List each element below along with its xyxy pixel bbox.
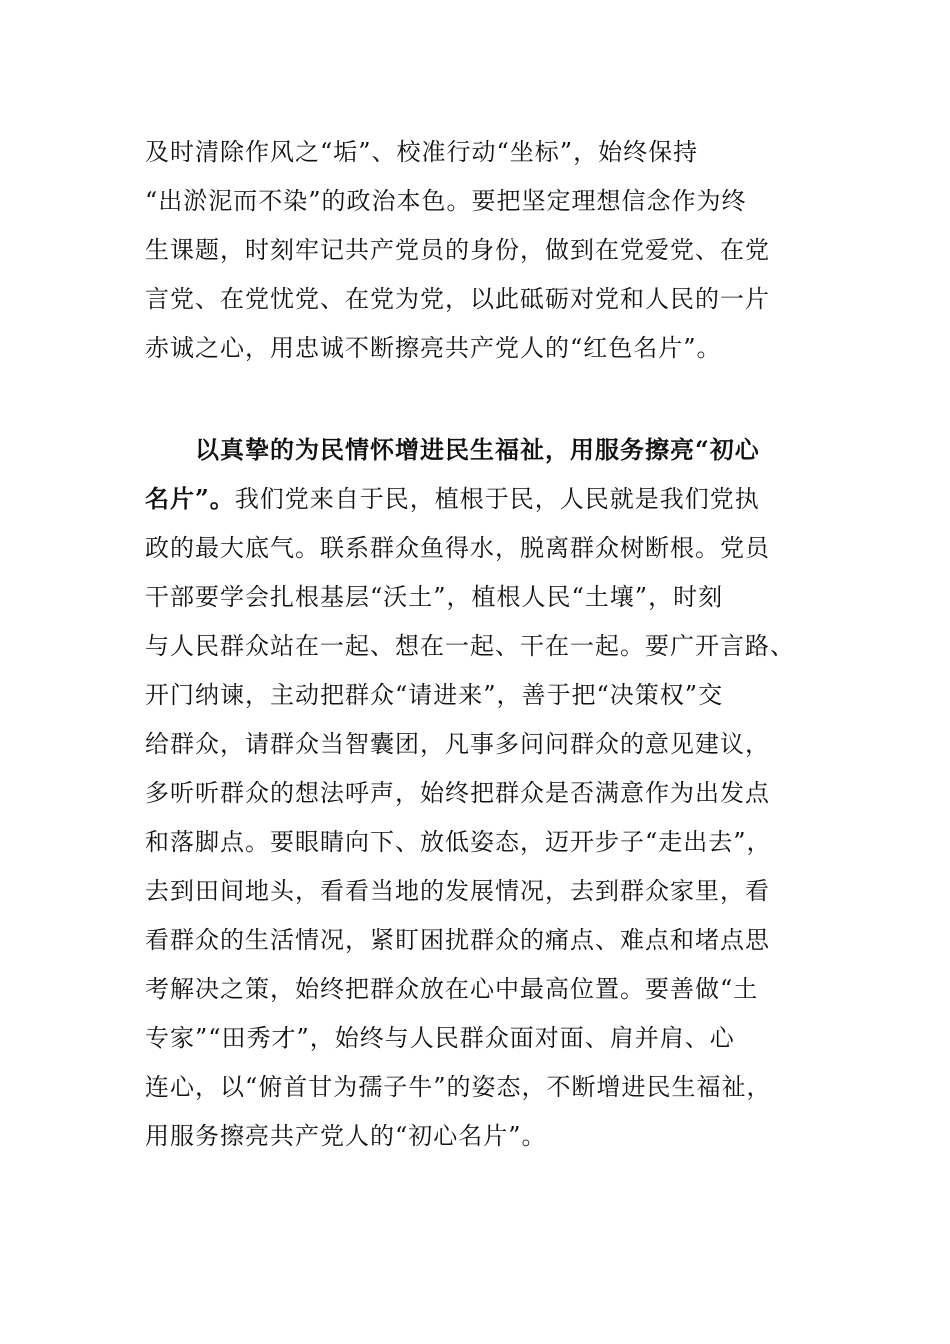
paragraph-1: [145, 137, 810, 377]
paragraph-2-line-14: 连心，以“俯首甘为孺子牛”的姿态，不断增进民生福祉，: [145, 1073, 772, 1101]
paragraph-1-line-4: 言党、在党忧党、在党为党，以此砥砺对党和人民的一片: [145, 285, 770, 313]
paragraph-2-heading: 以真挚的为民情怀增进民生福祉，用服务擦亮“初心: [195, 435, 760, 464]
paragraph-2-line-6: 开门纳谏，主动把群众“请进来”，善于把“决策权”交: [145, 681, 724, 709]
paragraph-2-line-12: 考解决之策，始终把群众放在心中最高位置。要善做“土: [145, 975, 759, 1003]
paragraph-2-line-2: [145, 484, 760, 514]
paragraph-1-line-2: “出淤泥而不染”的政治本色。要把坚定理想信念作为终: [145, 187, 747, 215]
paragraph-2-line-5: 与人民群众站在一起、想在一起、干在一起。要广开言路、: [145, 632, 795, 660]
paragraph-2-heading-end: 名片”。: [145, 484, 235, 513]
paragraph-2-line-8: 多听听群众的想法呼声，始终把群众是否满意作为出发点: [145, 779, 770, 807]
paragraph-2-line-4: 干部要学会扎根基层“沃土”，植根人民“土壤”，时刻: [145, 583, 724, 611]
paragraph-2-line-9: 和落脚点。要眼睛向下、放低姿态，迈开步子“走出去”，: [145, 828, 772, 856]
paragraph-2-line-15: 用服务擦亮共产党人的“初心名片”。: [145, 1122, 547, 1150]
paragraph-2: [145, 435, 810, 1175]
paragraph-2-line-10: 去到田间地头，看看当地的发展情况，去到群众家里，看: [145, 877, 770, 905]
paragraph-1-line-1: 及时清除作风之“垢”、校准行动“坐标”，始终保持: [145, 138, 699, 166]
paragraph-2-line-2-rest: 我们党来自于民，植根于民，人民就是我们党执: [234, 485, 760, 513]
paragraph-2-line-7: 给群众，请群众当智囊团，凡事多问问群众的意见建议，: [145, 730, 770, 758]
paragraph-1-line-5: 赤诚之心，用忠诚不断擦亮共产党人的“红色名片”。: [145, 334, 722, 362]
paragraph-2-line-13: 专家”“田秀才”，始终与人民群众面对面、肩并肩、心: [145, 1024, 735, 1052]
paragraph-1-line-3: 生课题，时刻牢记共产党员的身份，做到在党爱党、在党: [145, 236, 770, 264]
paragraph-2-line-3: 政的最大底气。联系群众鱼得水，脱离群众树断根。党员: [145, 534, 770, 562]
paragraph-2-line-11: 看群众的生活情况，紧盯困扰群众的痛点、难点和堵点思: [145, 926, 770, 954]
